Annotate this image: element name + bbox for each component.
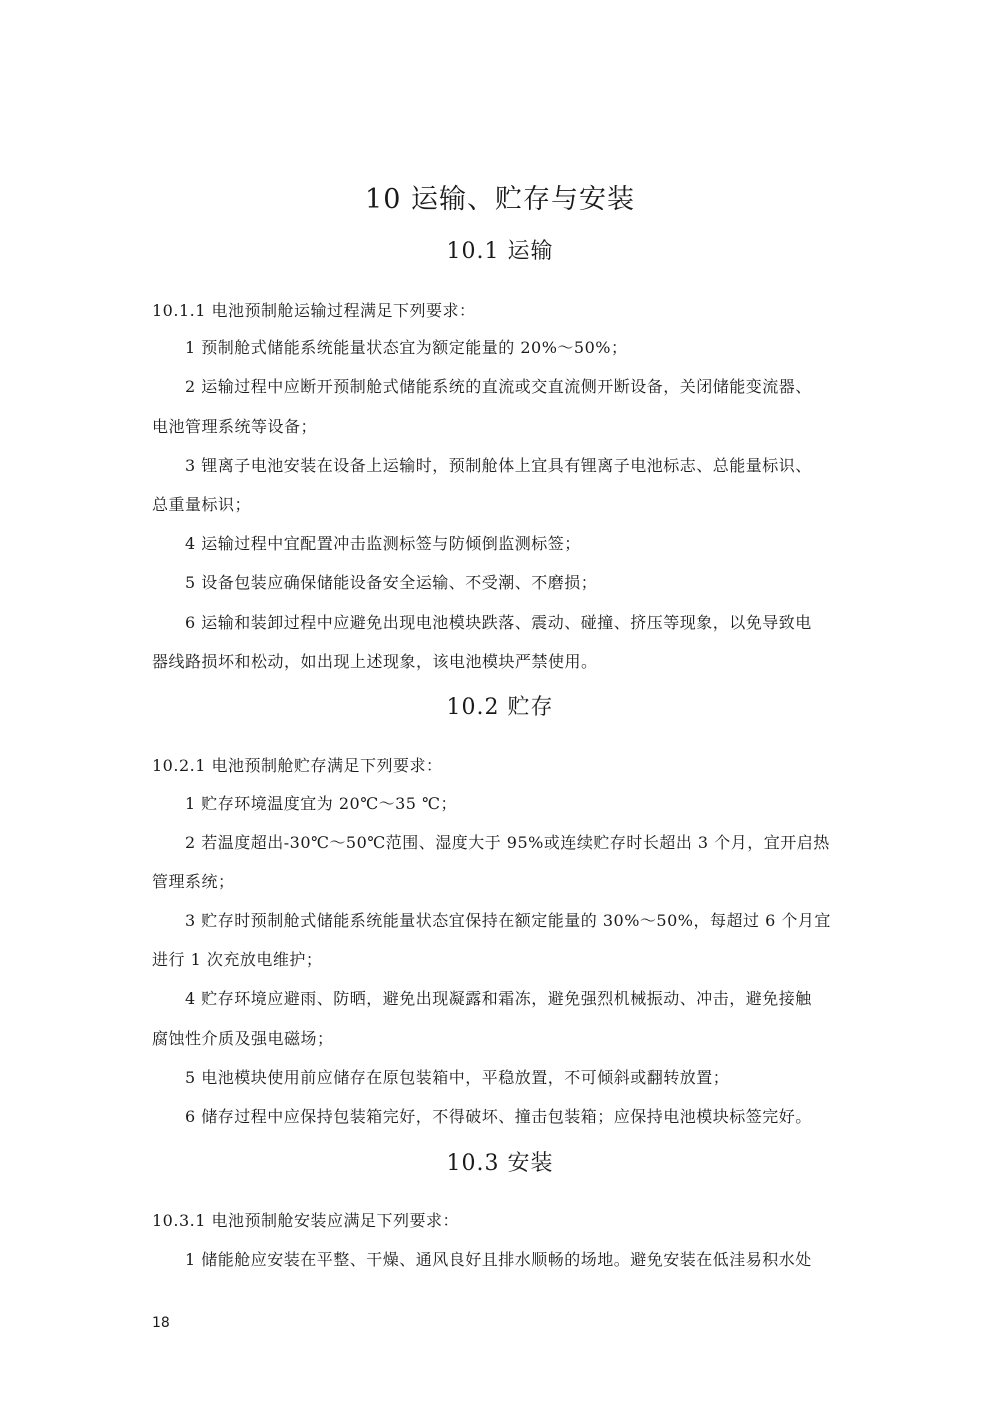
list-item: 5 电池模块使用前应储存在原包装箱中，平稳放置，不可倾斜或翻转放置；	[185, 1068, 730, 1087]
list-item-continuation: 进行 1 次充放电维护；	[152, 950, 323, 969]
list-item: 2 若温度超出-30℃～50℃范围、湿度大于 95%或连续贮存时长超出 3 个月，宜开启热	[185, 833, 830, 852]
clause-10-3-1: 10.3.1 电池预制舱安装应满足下列要求：	[152, 1211, 459, 1230]
list-item: 6 储存过程中应保持包装箱完好，不得破坏、撞击包装箱；应保持电池模块标签完好。	[185, 1107, 812, 1126]
list-item: 1 预制舱式储能系统能量状态宜为额定能量的 20%～50%；	[185, 338, 628, 357]
section-title-installation: 10.3 安装	[446, 1151, 554, 1176]
list-item: 6 运输和装卸过程中应避免出现电池模块跌落、震动、碰撞、挤压等现象，以免导致电	[185, 613, 812, 632]
list-item-continuation: 管理系统；	[152, 872, 235, 891]
clause-10-2-1: 10.2.1 电池预制舱贮存满足下列要求：	[152, 756, 443, 775]
list-item: 5 设备包装应确保储能设备安全运输、不受潮、不磨损；	[185, 573, 598, 592]
list-item: 2 运输过程中应断开预制舱式储能系统的直流或交直流侧开断设备，关闭储能变流器、	[185, 377, 812, 396]
section-title-transport: 10.1 运输	[446, 239, 554, 264]
list-item: 4 运输过程中宜配置冲击监测标签与防倾倒监测标签；	[185, 534, 581, 553]
list-item: 1 储能舱应安装在平整、干燥、通风良好且排水顺畅的场地。避免安装在低洼易积水处	[185, 1250, 812, 1269]
list-item: 4 贮存环境应避雨、防晒，避免出现凝露和霜冻，避免强烈机械振动、冲击，避免接触	[185, 989, 812, 1008]
list-item-continuation: 腐蚀性介质及强电磁场；	[152, 1029, 334, 1048]
page-number: 18	[152, 1315, 170, 1331]
list-item-continuation: 总重量标识；	[152, 495, 252, 514]
list-item: 3 贮存时预制舱式储能系统能量状态宜保持在额定能量的 30%～50%，每超过 6 个月宜	[185, 911, 831, 930]
chapter-title: 10 运输、贮存与安装	[365, 184, 635, 215]
clause-10-1-1: 10.1.1 电池预制舱运输过程满足下列要求：	[152, 301, 476, 320]
list-item-continuation: 器线路损坏和松动，如出现上述现象，该电池模块严禁使用。	[152, 652, 598, 671]
list-item: 1 贮存环境温度宜为 20℃～35 ℃；	[185, 794, 457, 813]
section-title-storage: 10.2 贮存	[446, 695, 554, 720]
list-item: 3 锂离子电池安装在设备上运输时，预制舱体上宜具有锂离子电池标志、总能量标识、	[185, 456, 812, 475]
list-item-continuation: 电池管理系统等设备；	[152, 417, 318, 436]
